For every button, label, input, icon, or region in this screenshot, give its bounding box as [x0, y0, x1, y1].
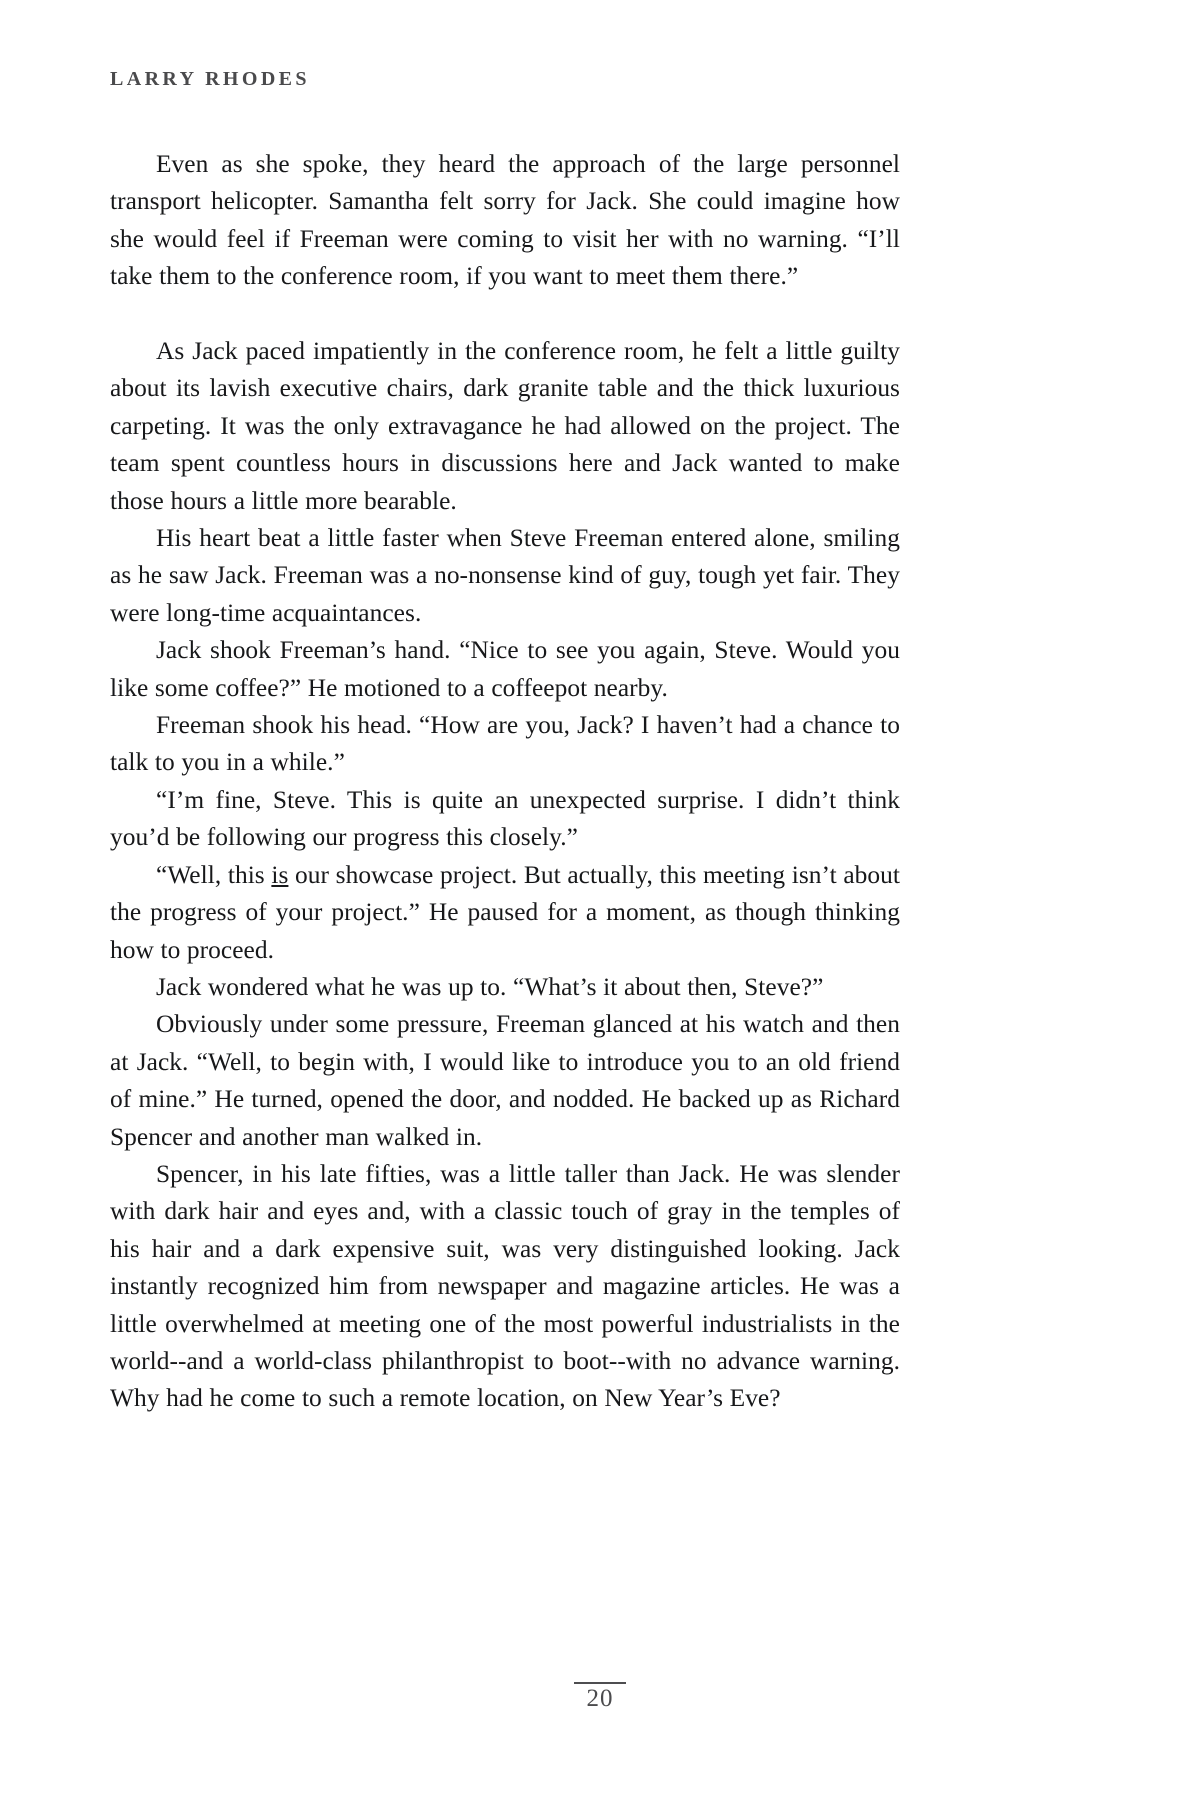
paragraph: Even as she spoke, they heard the approach of the large personnel transport helicopter. Samantha felt sorry for Jack. She could imagine how she would feel if Freeman were coming to visit her with no warning. “I’ll take them to the conference room, if you want to meet them there.” [110, 150, 900, 291]
text-run: our showcase project. But actually, this meeting isn’t about the progress of your project.” He paused for a moment, as though thinking how to proceed. [110, 860, 900, 964]
page-number: 20 [586, 1685, 614, 1712]
emphasized-word: is [271, 860, 289, 889]
paragraph: Obviously under some pressure, Freeman glanced at his watch and then at Jack. “Well, to begin with, I would like to introduce you to an old friend of mine.” He turned, opened the door, and nodded. He backed up as Richard Spencer and another man walked in. [110, 1010, 900, 1151]
paragraph: “I’m fine, Steve. This is quite an unexpected surprise. I didn’t think you’d be following our progress this closely.” [110, 785, 900, 852]
running-head: LARRY RHODES [110, 68, 310, 90]
paragraph: Spencer, in his late fifties, was a little taller than Jack. He was slender with dark hair and eyes and, with a classic touch of gray in the temples of his hair and a dark expensive suit, was very distinguished looking. Jack instantly recognized him from newspaper and magazine articles. He was a little overwhelmed at meeting one of the most powerful industrialists in the world--and a world-class philanthropist to boot--with no advance warning. Why had he come to such a remote location, on New Year’s Eve? [110, 1159, 900, 1413]
paragraph: His heart beat a little faster when Steve Freeman entered alone, smiling as he saw Jack. Freeman was a no-nonsense kind of guy, tough yet fair. They were long-time acquaintances. [110, 524, 900, 627]
page-folio [0, 1682, 1200, 1712]
paragraph: As Jack paced impatiently in the conference room, he felt a little guilty about its lavish executive chairs, dark granite table and the thick luxurious carpeting. It was the only extravagance he had allowed on the project. The team spent countless hours in discussions here and Jack wanted to make those hours a little more bearable. [110, 337, 900, 515]
paragraph: Jack wondered what he was up to. “What’s it about then, Steve?” [156, 972, 824, 1001]
folio-rule [574, 1682, 626, 1684]
text-run: “Well, this [156, 860, 272, 889]
paragraph: Freeman shook his head. “How are you, Jack? I haven’t had a chance to talk to you in a while.” [110, 711, 900, 777]
body-text-block [110, 146, 900, 1418]
paragraph [110, 857, 900, 969]
paragraph: Jack shook Freeman’s hand. “Nice to see you again, Steve. Would you like some coffee?” He motioned to a coffeepot nearby. [110, 636, 900, 702]
